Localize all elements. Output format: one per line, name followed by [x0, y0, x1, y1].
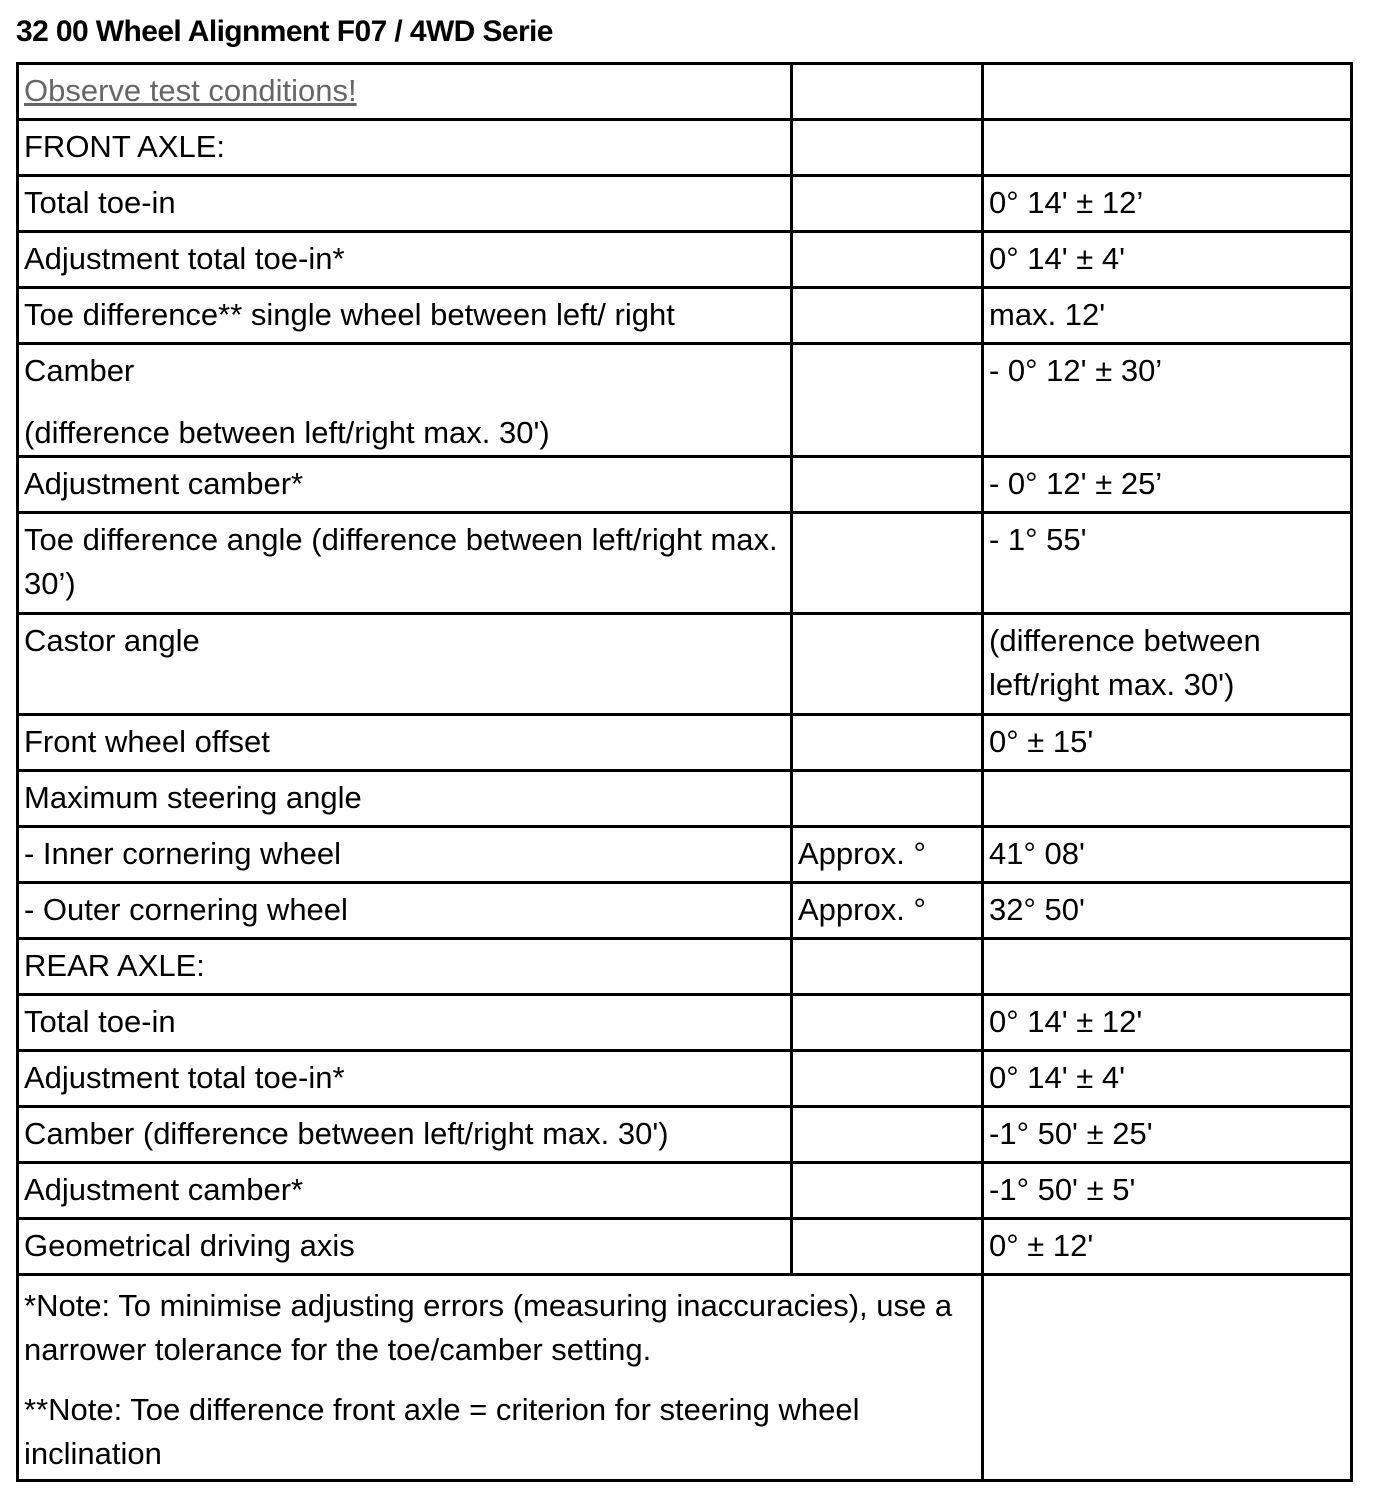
test-conditions-link[interactable]: Observe test conditions! [24, 73, 357, 108]
label-cell: Camber (difference between left/right max. 30') [18, 344, 792, 457]
table-row [18, 883, 1352, 939]
table-row [18, 1107, 1352, 1163]
label-cell: - Inner cornering wheel [18, 827, 792, 883]
label-cell: Total toe-in [18, 176, 792, 232]
value-cell: 0° 14' ± 12' [983, 995, 1352, 1051]
value-cell: -1° 50' ± 5' [983, 1163, 1352, 1219]
table-row [18, 771, 1352, 827]
unit-cell: Approx. ° [792, 883, 983, 939]
value-cell [983, 120, 1352, 176]
notes-row [18, 1275, 1352, 1481]
value-cell: -1° 50' ± 25' [983, 1107, 1352, 1163]
value-cell [983, 64, 1352, 120]
value-cell: 0° ± 12' [983, 1219, 1352, 1275]
note-1: *Note: To minimise adjusting errors (measuring inaccuracies), use a narrower tolerance for the toe/camber setting. [24, 1288, 953, 1367]
section-heading-rear-axle: REAR AXLE: [18, 939, 792, 995]
value-cell [983, 939, 1352, 995]
unit-cell [792, 995, 983, 1051]
label-cell: - Outer cornering wheel [18, 883, 792, 939]
unit-cell [792, 939, 983, 995]
label-cell: Castor angle [18, 614, 792, 715]
table-row [18, 120, 1352, 176]
label-cell: Camber (difference between left/right max. 30') [18, 1107, 792, 1163]
note-2: **Note: Toe difference front axle = criterion for steering wheel inclination [24, 1392, 860, 1471]
notes-cell [18, 1275, 983, 1481]
unit-cell [792, 1163, 983, 1219]
value-cell: - 0° 12' ± 30’ [983, 344, 1352, 457]
table-row [18, 344, 1352, 457]
label-cell: Front wheel offset [18, 715, 792, 771]
unit-cell [792, 1051, 983, 1107]
unit-cell [792, 457, 983, 513]
unit-cell [792, 513, 983, 614]
unit-cell [792, 1219, 983, 1275]
unit-cell [792, 288, 983, 344]
value-cell [983, 771, 1352, 827]
table-row [18, 457, 1352, 513]
unit-cell [792, 64, 983, 120]
table-row [18, 64, 1352, 120]
table-row [18, 176, 1352, 232]
table-row [18, 513, 1352, 614]
label-cell: Adjustment camber* [18, 457, 792, 513]
table-row [18, 1051, 1352, 1107]
label-cell: Adjustment camber* [18, 1163, 792, 1219]
value-cell: (difference between left/right max. 30') [983, 614, 1352, 715]
unit-cell [792, 176, 983, 232]
value-cell: 41° 08' [983, 827, 1352, 883]
unit-cell [792, 614, 983, 715]
test-conditions-cell [18, 64, 792, 120]
unit-cell [792, 771, 983, 827]
table-row [18, 614, 1352, 715]
value-cell: 0° ± 15' [983, 715, 1352, 771]
unit-cell [792, 1107, 983, 1163]
label-cell: Adjustment total toe-in* [18, 232, 792, 288]
value-cell: - 0° 12' ± 25’ [983, 457, 1352, 513]
section-heading-front-axle: FRONT AXLE: [18, 120, 792, 176]
value-cell: 32° 50' [983, 883, 1352, 939]
unit-cell [792, 120, 983, 176]
label-cell: Toe difference angle (difference between left/right max. 30’) [18, 513, 792, 614]
page-title: 32 00 Wheel Alignment F07 / 4WD Serie [16, 15, 553, 48]
label-cell: Geometrical driving axis [18, 1219, 792, 1275]
table-row [18, 1163, 1352, 1219]
label-cell: Adjustment total toe-in* [18, 1051, 792, 1107]
unit-cell [792, 232, 983, 288]
value-cell: - 1° 55' [983, 513, 1352, 614]
label-cell: Total toe-in [18, 995, 792, 1051]
value-cell: 0° 14' ± 4' [983, 232, 1352, 288]
unit-cell: Approx. ° [792, 827, 983, 883]
label-cell: Toe difference** single wheel between left/ right [18, 288, 792, 344]
value-cell: 0° 14' ± 4' [983, 1051, 1352, 1107]
table-row [18, 715, 1352, 771]
table-row [18, 232, 1352, 288]
table-row [18, 1219, 1352, 1275]
unit-cell [792, 715, 983, 771]
value-cell: 0° 14' ± 12’ [983, 176, 1352, 232]
label-cell: Maximum steering angle [18, 771, 792, 827]
table-row [18, 827, 1352, 883]
value-cell [983, 1275, 1352, 1481]
wheel-alignment-table [16, 62, 1353, 1482]
table-row [18, 995, 1352, 1051]
table-row [18, 939, 1352, 995]
value-cell: max. 12' [983, 288, 1352, 344]
table-row [18, 288, 1352, 344]
unit-cell [792, 344, 983, 457]
